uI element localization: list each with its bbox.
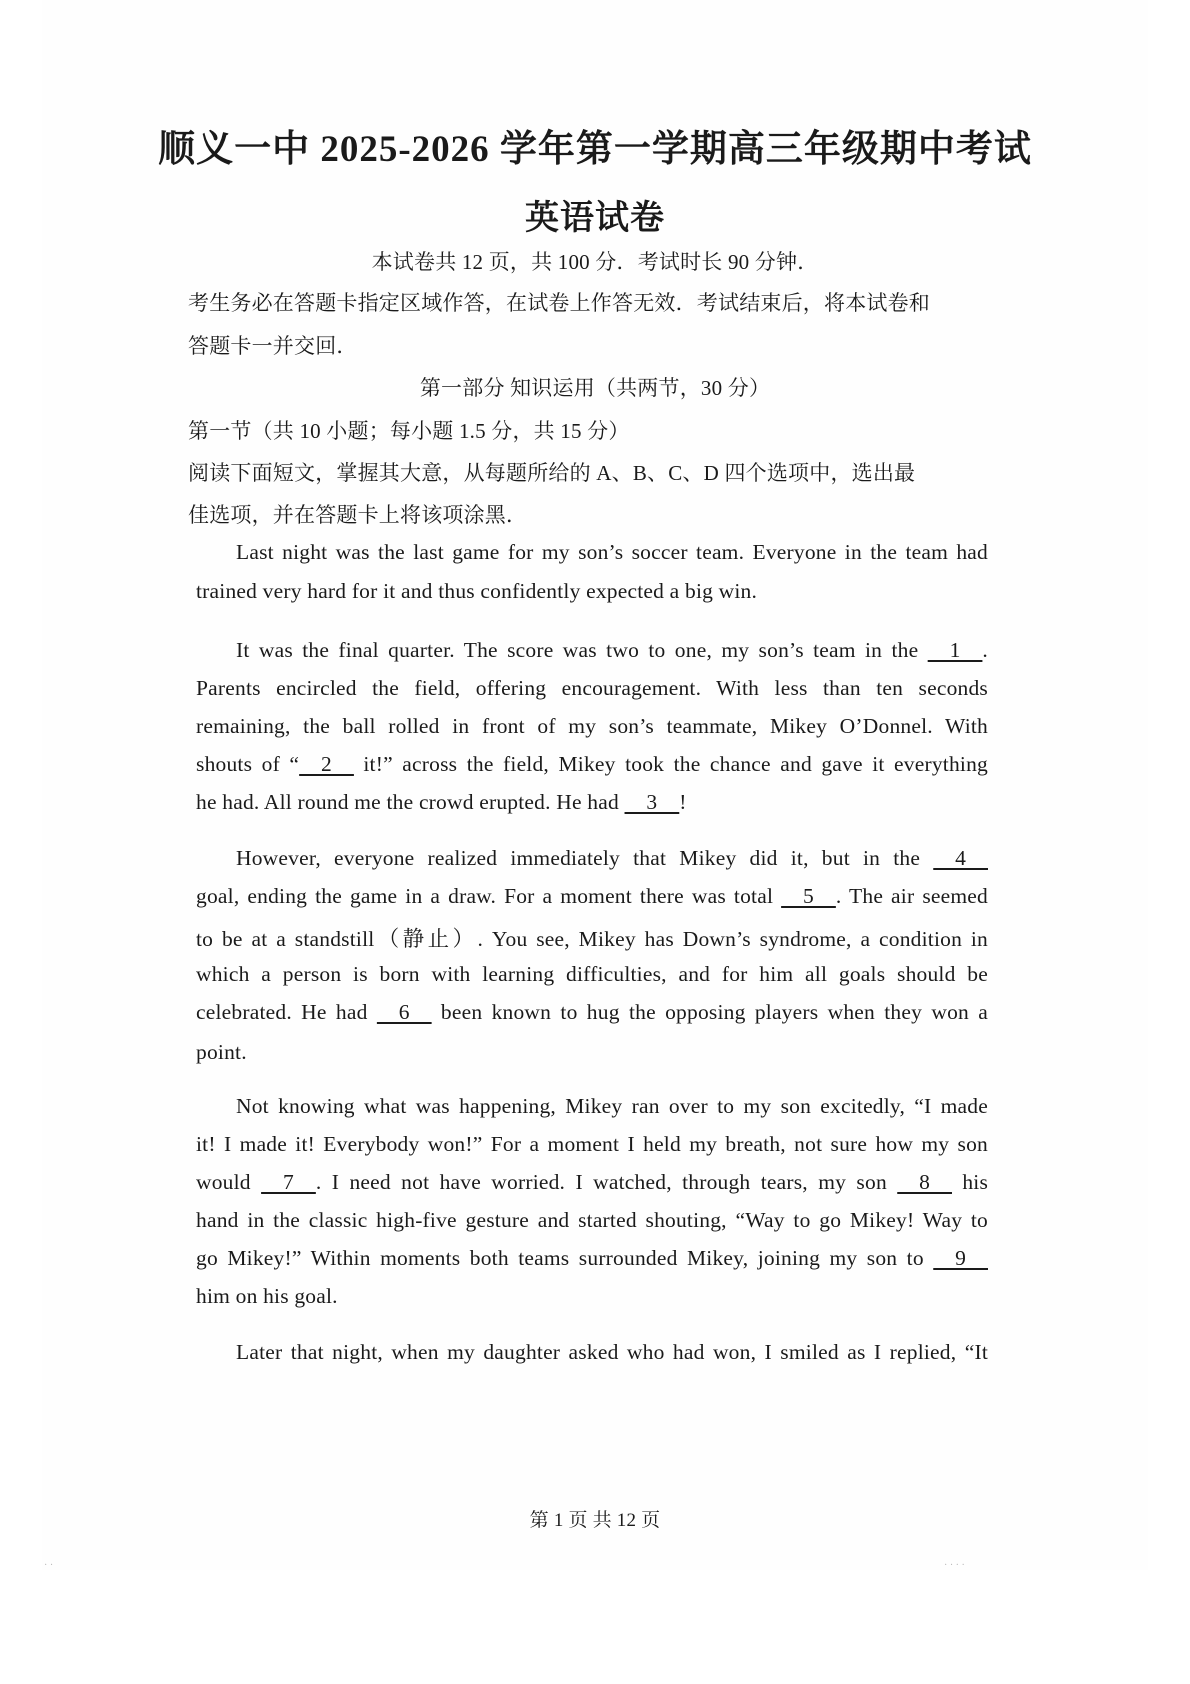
- passage-text: However, everyone realized immediately that Mikey did it, but in the: [236, 846, 934, 870]
- passage-text: Last night was the last game for my son’s soccer team. Everyone in the team had: [236, 540, 988, 564]
- answer-blank-1: 1: [927, 638, 983, 662]
- passage-text: It was the final quarter. The score was two to one, my son’s team in the: [236, 638, 928, 662]
- passage-text: Later that night, when my daughter asked who had won, I smiled as I replied, “It: [236, 1340, 988, 1364]
- passage-text: Parents encircled the field, offering encouragement. With less than ten seconds: [196, 676, 988, 700]
- passage-text: !: [679, 790, 687, 814]
- passage-text: he had. All round me the crowd erupted. He had: [196, 790, 625, 814]
- passage-line: [196, 962, 988, 987]
- answer-blank-7: 7: [261, 1170, 316, 1194]
- part1-heading: 第一部分 知识运用（共两节，30 分）: [419, 376, 771, 400]
- passage-line: [236, 1094, 988, 1119]
- passage-line: [236, 540, 988, 565]
- passage-line: [196, 1000, 988, 1025]
- scan-artifact: · · · ·: [944, 1560, 965, 1571]
- answer-blank-9: 9: [933, 1246, 988, 1270]
- passage-text: remaining, the ball rolled in front of my son’s teammate, Mikey O’Donnel. With: [196, 714, 988, 738]
- passage-line: [236, 846, 988, 871]
- notice-line-2: 答题卡一并交回．: [188, 334, 358, 358]
- passage-text: Not knowing what was happening, Mikey ran over to my son excitedly, “I made: [236, 1094, 988, 1118]
- passage-line: [236, 638, 988, 663]
- passage-line: [196, 884, 988, 909]
- answer-blank-5: 5: [781, 884, 836, 908]
- passage-text: point.: [196, 1040, 247, 1064]
- passage-text: celebrated. He had: [196, 1000, 377, 1024]
- passage-text: . I need not have worried. I watched, through tears, my son: [315, 1170, 898, 1194]
- answer-blank-8: 8: [897, 1170, 952, 1194]
- passage-text: been known to hug the opposing players when they won a: [431, 1000, 989, 1024]
- answer-blank-4: 4: [933, 846, 988, 870]
- passage-text: to be at a standstill（静止）. You see, Mikey has Down’s syndrome, a condition in: [196, 927, 988, 951]
- passage-text: hand in the classic high-five gesture and started shouting, “Way to go Mikey! Way to: [196, 1208, 988, 1232]
- exam-title: 顺义一中 2025-2026 学年第一学期高三年级期中考试: [158, 129, 1032, 170]
- exam-subtitle: 英语试卷: [525, 200, 665, 237]
- passage-text: trained very hard for it and thus confidently expected a big win.: [196, 579, 758, 603]
- passage-line: [196, 752, 988, 777]
- passage-text: him on his goal.: [196, 1284, 338, 1308]
- exam-summary: 本试卷共 12 页，共 100 分．考试时长 90 分钟．: [371, 250, 819, 274]
- directions-line-2: 佳选项，并在答题卡上将该项涂黑．: [188, 503, 528, 527]
- passage-line: [196, 1040, 988, 1065]
- passage-text: his: [951, 1170, 989, 1194]
- passage-line: [196, 1170, 988, 1195]
- passage-line: [196, 579, 988, 604]
- directions-line-1: 阅读下面短文，掌握其大意，从每题所给的 A、B、C、D 四个选项中，选出最: [188, 461, 916, 485]
- passage-line: [236, 1340, 988, 1365]
- passage-text: shouts of “: [196, 752, 300, 776]
- passage-text: would: [196, 1170, 262, 1194]
- passage-text: it!” across the field, Mikey took the chance and gave it everything: [353, 752, 988, 776]
- passage-text: which a person is born with learning difficulties, and for him all goals should be: [196, 962, 988, 986]
- passage-line: [196, 1208, 988, 1233]
- passage-text: goal, ending the game in a draw. For a moment there was total: [196, 884, 782, 908]
- passage-text: .: [982, 638, 988, 662]
- passage-line: [196, 790, 988, 815]
- passage-line: [196, 714, 988, 739]
- page-number: 第 1 页 共 12 页: [529, 1510, 661, 1531]
- notice-line-1: 考生务必在答题卡指定区域作答，在试卷上作答无效．考试结束后，将本试卷和: [188, 291, 930, 315]
- passage-line: [196, 1132, 988, 1157]
- passage-line: [196, 1246, 988, 1271]
- answer-blank-6: 6: [376, 1000, 432, 1024]
- passage-line: [196, 922, 988, 953]
- scan-artifact: · ·: [44, 1560, 54, 1571]
- passage-line: [196, 1284, 988, 1309]
- passage-text: go Mikey!” Within moments both teams surrounded Mikey, joining my son to: [196, 1246, 934, 1270]
- section1-heading: 第一节（共 10 小题；每小题 1.5 分，共 15 分）: [188, 419, 630, 443]
- passage-line: [196, 676, 988, 701]
- answer-blank-2: 2: [299, 752, 354, 776]
- answer-blank-3: 3: [624, 790, 680, 814]
- passage-text: it! I made it! Everybody won!” For a moment I held my breath, not sure how my son: [196, 1132, 988, 1156]
- passage-text: . The air seemed: [835, 884, 988, 908]
